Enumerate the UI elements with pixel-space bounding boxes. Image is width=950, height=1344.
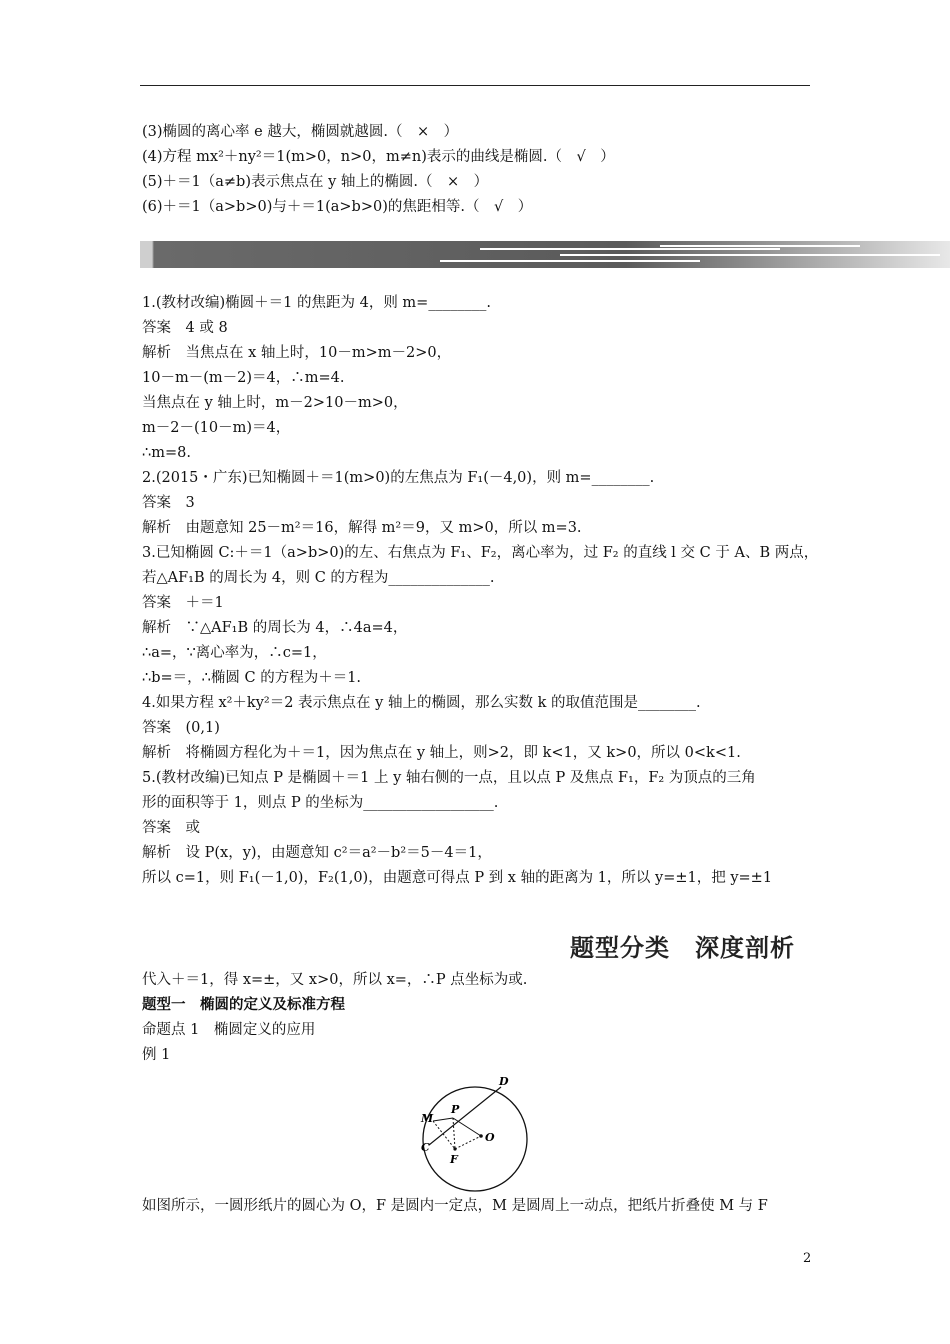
text-line: 例 1 xyxy=(142,1047,171,1063)
text-line: 解析 ∵△AF₁B 的周长为 4，∴4a=4， xyxy=(142,620,408,636)
text-line: 2.(2015・广东)已知椭圆＋＝1(m>0)的左焦点为 F₁(－4,0)，则 m=________. xyxy=(142,470,655,486)
text-line: 3.已知椭圆 C:＋＝1（a>b>0)的左、右焦点为 F₁、F₂，离心率为，过 F₂ 的直线 l 交 C 于 A、B 两点， xyxy=(142,545,819,561)
text-line: 答案 或 xyxy=(142,820,200,836)
text-line: 形的面积等于 1，则点 P 的坐标为__________________. xyxy=(142,795,499,811)
text-line: 解析 将椭圆方程化为＋＝1，因为焦点在 y 轴上，则>2，即 k<1，又 k>0，所以 0<k<1. xyxy=(142,745,741,761)
text-line: m－2－(10－m)＝4， xyxy=(142,420,291,436)
label-d: D xyxy=(499,1075,509,1088)
text-line: (4)方程 mx²＋ny²＝1(m>0，n>0，m≠n)表示的曲线是椭圆.（ √ ） xyxy=(142,149,615,165)
text-line: 1.(教材改编)椭圆＋＝1 的焦距为 4，则 m=________. xyxy=(142,295,491,311)
label-m: M xyxy=(421,1112,434,1125)
text-line: 答案 ＋＝1 xyxy=(142,595,224,611)
point-f xyxy=(453,1147,456,1150)
page-number: 2 xyxy=(803,1251,812,1266)
text-line: 答案 3 xyxy=(142,495,195,511)
text-line: ∴m=8. xyxy=(142,445,191,461)
text-line: 解析 当焦点在 x 轴上时，10－m>m－2>0， xyxy=(142,345,452,361)
text-line: 答案 4 或 8 xyxy=(142,320,228,336)
point-o xyxy=(479,1134,483,1138)
text-line: (6)＋＝1（a>b>0)与＋＝1(a>b>0)的焦距相等.（ √ ） xyxy=(142,199,533,215)
circle xyxy=(423,1087,527,1191)
segment-mf xyxy=(433,1121,455,1149)
text-line: 若△AF₁B 的周长为 4，则 C 的方程为______________. xyxy=(142,570,495,586)
text-line: 所以 c=1，则 F₁(－1,0)，F₂(1,0)，由题意可得点 P 到 x 轴的距离为 1，所以 y=±1，把 y=±1 xyxy=(142,870,773,886)
text-line: (3)椭圆的离心率 e 越大，椭圆就越圆.（ × ） xyxy=(142,124,459,140)
label-o: O xyxy=(485,1131,495,1144)
subsection-heading: 题型一 椭圆的定义及标准方程 xyxy=(142,997,345,1013)
text-line: 答案 (0,1) xyxy=(142,720,220,736)
section-title: 题型分类 深度剖析 xyxy=(570,934,795,962)
text-line: 10－m－(m－2)＝4，∴m=4. xyxy=(142,370,345,386)
text-line: 4.如果方程 x²＋ky²＝2 表示焦点在 y 轴上的椭圆，那么实数 k 的取值范围是________. xyxy=(142,695,701,711)
text-line: 当焦点在 y 轴上时，m－2>10－m>0， xyxy=(142,395,408,411)
text-line: ∴b=＝，∴椭圆 C 的方程为＋＝1. xyxy=(142,670,362,686)
text-line: 5.(教材改编)已知点 P 是椭圆＋＝1 上 y 轴右侧的一点，且以点 P 及焦点 F₁，F₂ 为顶点的三角 xyxy=(142,770,756,786)
text-line: 解析 由题意知 25－m²＝16，解得 m²＝9，又 m>0，所以 m=3. xyxy=(142,520,582,536)
text-line: 代入＋＝1，得 x=±，又 x>0，所以 x=，∴P 点坐标为或. xyxy=(142,972,528,988)
label-p: P xyxy=(451,1103,460,1116)
label-c: C xyxy=(421,1141,430,1154)
circle-figure xyxy=(415,1075,535,1195)
header-rule xyxy=(140,85,810,86)
text-line: 解析 设 P(x，y)，由题意知 c²＝a²－b²＝5－4＝1， xyxy=(142,845,492,861)
text-line: (5)＋＝1（a≠b)表示焦点在 y 轴上的椭圆.（ × ） xyxy=(142,174,489,190)
label-f: F xyxy=(450,1153,458,1166)
text-line: 命题点 1 椭圆定义的应用 xyxy=(142,1022,316,1038)
segment-mp xyxy=(433,1118,453,1121)
text-line: 如图所示，一圆形纸片的圆心为 O，F 是圆内一定点，M 是圆周上一动点，把纸片折叠使 M 与 F xyxy=(142,1198,768,1214)
text-line: ∴a=，∵离心率为，∴c=1， xyxy=(142,645,327,661)
section-banner xyxy=(140,241,950,268)
segment-po xyxy=(453,1118,481,1136)
segment-pf xyxy=(453,1118,455,1149)
segment-fo xyxy=(455,1136,481,1149)
